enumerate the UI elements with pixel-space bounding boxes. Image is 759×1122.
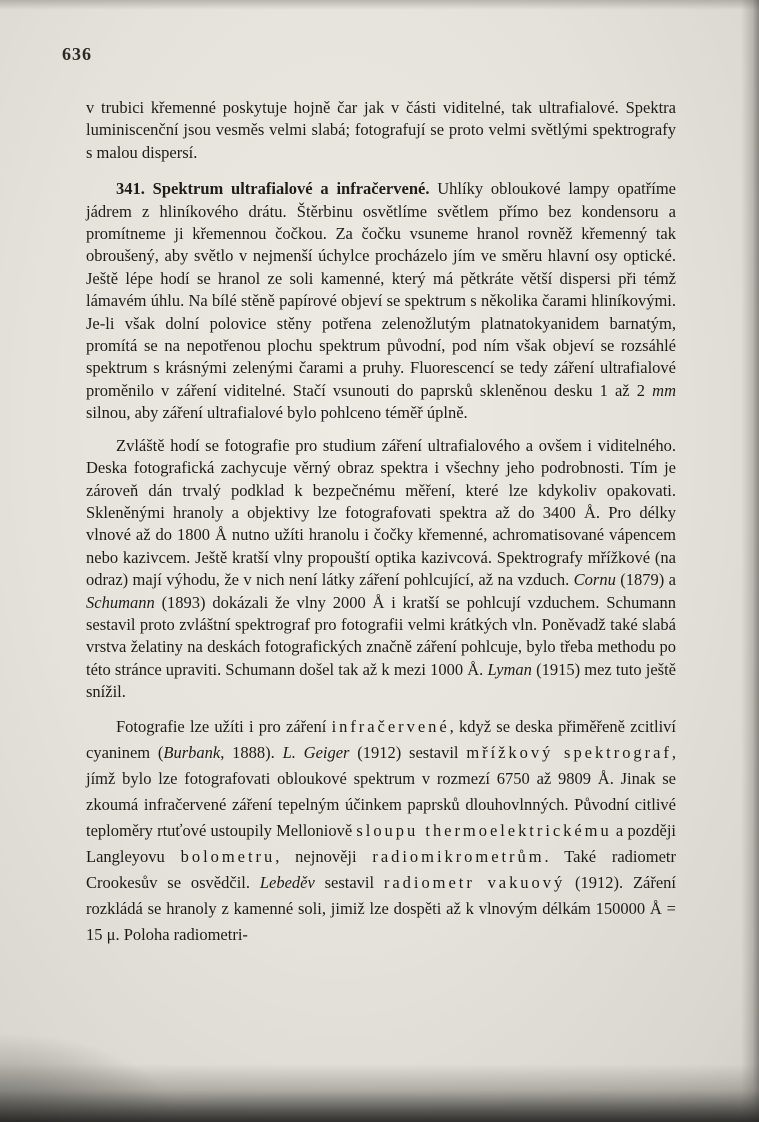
paragraph-infrared	[86, 714, 676, 948]
spaced-term-thermoelektricky-sloup: sloupu thermoelektrickému	[356, 820, 612, 840]
author-name-lyman: Lyman	[487, 659, 532, 679]
body-text: (1912). Záření rozkládá se hranoly z kamenné soli, jimiž lze dospěti až k vlnovým délkám 150000 Å = 15 μ. Poloha radiometri-	[86, 872, 677, 944]
body-text: , 1888).	[220, 742, 283, 762]
paragraph-section-341	[86, 178, 676, 424]
body-text: Zvláště hodí se fotografie pro studium záření ultrafialového a ovšem i viditelného. Deska fotografická zachycuje věrný obraz spektra i všechny jeho podrobnosti. Tím je zároveň dán trvalý podklad k bezpečnému měření, které lze kdykoliv opakovati. Skleněnými hranoly a objektivy lze fotografovati spektra až do 3400 Å. Pro délky vlnové až do 1800 Å nutno užíti hranolu i čočky křemenné, achromatisované vápencem nebo kazivcem. Ještě kratší vlny propouští optika kazivcová. Spektrografy mřížkové (na odraz) mají výhodu, že v nich není látky záření pohlcující, až na vzduch.	[86, 435, 676, 590]
spaced-term-infracervene: infračervené	[331, 716, 450, 736]
spaced-term-radiometr-vakuovy: radiometr vakuový	[383, 872, 566, 892]
spaced-term-bolometr: bolometru	[180, 846, 276, 866]
body-text: (1893) dokázali že vlny 2000 Å i kratší se pohlcují vzduchem. Schumann sestavil proto zvláštní spektrograf pro fotografii velmi krátkých vln. Poněvadž také slabá vrstva želatiny na deskách fotografických značně záření pohlcuje, bylo třeba methodu po této stránce upraviti. Schumann došel tak až k mezi 1000 Å.	[86, 592, 676, 679]
author-name-schumann: Schumann	[86, 592, 155, 612]
page-edge-top-shadow	[0, 0, 759, 10]
paragraph-continuation	[86, 97, 676, 164]
body-text: Uhlíky obloukové lampy opatříme jádrem z hliníkového drátu. Štěrbinu osvětlíme světlem přímo bez kondensoru a promítneme ji křemennou čočkou. Za čočku vsuneme hranol rovněž křemenný tak obroušený, aby světlo v nejmenší úchylce procházelo jím ve směru hlavní osy optické. Ještě lépe hodí se hranol ze soli kamenné, který má pětkráte větší dispersi při témž lámavém úhlu. Na bílé stěně papírové objeví se spektrum s několika čarami hliníkovými. Je-li však dolní polovice stěny potřena zelenožlutým platnatokyanidem barnatým, promítá se na nepotřenou plochu spektrum původní, pod ním však objeví se rozsáhlé spektrum s krásnými zelenými čarami a pruhy. Fluorescencí se tedy záření ultrafialové proměnilo v záření viditelné. Stačí vsunouti do paprsků skleněnou desku 1 až 2	[86, 179, 676, 400]
page-edge-bottom-shadow	[0, 1064, 759, 1122]
text-block	[86, 97, 676, 948]
body-text: (1912) sestavil	[349, 742, 467, 762]
body-text: sestavil	[314, 872, 384, 892]
unit-mm: mm	[652, 380, 676, 400]
author-name-geiger: L. Geiger	[282, 742, 350, 762]
author-name-burbank: Burbank	[163, 742, 221, 762]
author-name-cornu: Cornu	[573, 570, 616, 590]
paragraph-photography-uv	[86, 435, 676, 704]
body-text: , když se deska přiměřeně zcitliví cyaninem (	[86, 716, 676, 762]
spaced-term-radiomikrometr: radiomikrometrům	[372, 846, 545, 866]
author-name-lebedev: Lebeděv	[259, 872, 315, 892]
body-text: (1879) a	[615, 570, 676, 590]
body-text: silnou, aby záření ultrafialové bylo pohlceno téměř úplně.	[86, 403, 468, 423]
section-heading: 341. Spektrum ultrafialové a infračervené.	[116, 179, 430, 199]
body-text: a později Langleyovu	[86, 820, 677, 866]
spaced-term-mrizkovy-spektrograf: mřížkový spektrograf	[466, 742, 672, 762]
page-number: 636	[62, 44, 92, 64]
body-text: , jímž bylo lze fotografovati obloukové spektrum v rozmezí 6750 až 9809 Å. Jinak se zkoumá infračervené záření tepelným účinkem paprsků dlouhovlnných. Původní citlivé teploměry rtuťové ustoupily Melloniově	[86, 742, 676, 840]
body-text: v trubici křemenné poskytuje hojně čar jak v části viditelné, tak ultrafialové. Spektra luminiscenční jsou vesměs velmi slabá; fotografují se proto velmi světlými spektrografy s malou dispersí.	[86, 98, 676, 162]
body-text: , nejnověji	[275, 846, 373, 866]
body-text: . Také radiometr Crookesův se osvědčil.	[86, 846, 676, 892]
page-corner-shadow	[0, 1032, 180, 1122]
page-edge-right-shadow	[741, 0, 759, 1122]
body-text: Fotografie lze užíti i pro záření	[116, 716, 332, 736]
body-text: (1915) mez tuto ještě snížil.	[86, 659, 676, 702]
